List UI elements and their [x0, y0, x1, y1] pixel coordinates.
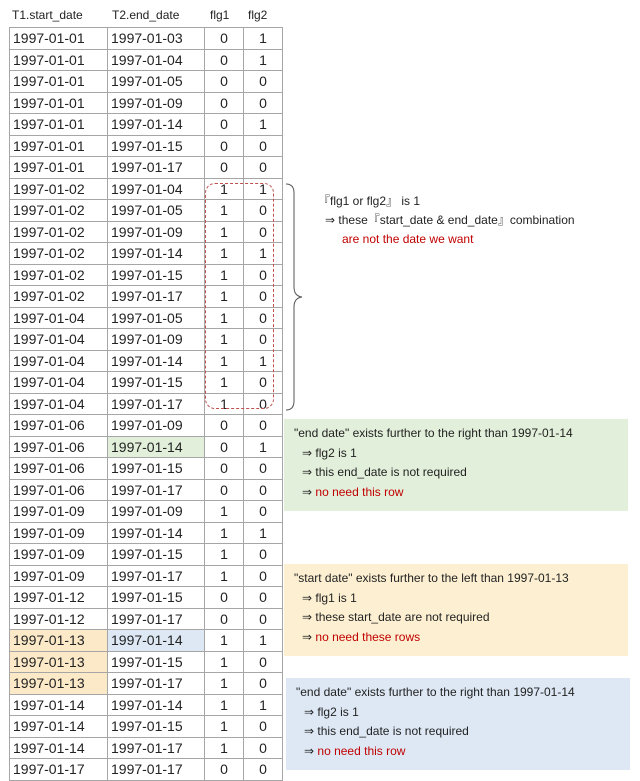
table-row [10, 135, 283, 157]
start-date-cell: 1997-01-01 [10, 92, 108, 114]
flg2-cell: 1 [244, 114, 283, 136]
note-yellow-emphasis: no need these rows [315, 629, 421, 644]
start-date-cell: 1997-01-02 [10, 243, 108, 265]
end-date-cell: 1997-01-05 [108, 71, 205, 93]
end-date-cell: 1997-01-14 [108, 522, 205, 544]
brace-note-line2: ⇒ these『start_date & end_date』combination [325, 213, 575, 227]
note-yellow-line1: "start date" exists further to the left than 1997-01-13 [294, 571, 569, 585]
start-date-cell: 1997-01-04 [10, 329, 108, 351]
note-box-green [284, 419, 628, 511]
start-date-cell: 1997-01-04 [10, 372, 108, 394]
flg2-cell: 0 [244, 673, 283, 695]
note-green-emphasis: no need this row [315, 484, 404, 499]
note-box-yellow [284, 564, 628, 656]
end-date-cell: 1997-01-15 [108, 264, 205, 286]
start-date-cell: 1997-01-04 [10, 393, 108, 415]
flg1-cell: 1 [205, 694, 244, 716]
table-row [10, 587, 283, 609]
brace-note-line1: 『flg1 or flg2』 is 1 [318, 194, 421, 208]
end-date-cell: 1997-01-03 [108, 28, 205, 50]
flg1-cell: 1 [205, 329, 244, 351]
note-blue-emphasis: no need this row [317, 743, 406, 758]
flg2-cell: 1 [244, 630, 283, 652]
flg2-cell: 0 [244, 565, 283, 587]
start-date-cell: 1997-01-06 [10, 479, 108, 501]
start-date-cell: 1997-01-02 [10, 264, 108, 286]
table-row [10, 415, 283, 437]
flg2-cell: 1 [244, 178, 283, 200]
flg2-cell: 0 [244, 286, 283, 308]
flg2-cell: 0 [244, 716, 283, 738]
end-date-cell: 1997-01-09 [108, 415, 205, 437]
start-date-cell: 1997-01-12 [10, 608, 108, 630]
flg2-cell: 0 [244, 307, 283, 329]
end-date-cell: 1997-01-14 [108, 350, 205, 372]
flg1-cell: 1 [205, 372, 244, 394]
note-yellow-line2: ⇒ flg1 is 1 [302, 590, 357, 605]
flg1-cell: 1 [205, 178, 244, 200]
table-row [10, 49, 283, 71]
table-row [10, 716, 283, 738]
end-date-cell: 1997-01-14 [108, 694, 205, 716]
flg2-cell: 0 [244, 737, 283, 759]
start-date-cell: 1997-01-02 [10, 200, 108, 222]
flg2-cell: 0 [244, 608, 283, 630]
end-date-cell: 1997-01-17 [108, 565, 205, 587]
table-row [10, 522, 283, 544]
end-date-cell: 1997-01-15 [108, 587, 205, 609]
table-row [10, 544, 283, 566]
note-yellow-line4 [294, 628, 618, 648]
flg2-cell: 1 [244, 49, 283, 71]
end-date-cell: 1997-01-17 [108, 393, 205, 415]
flg1-cell: 1 [205, 544, 244, 566]
start-date-cell: 1997-01-06 [10, 415, 108, 437]
start-date-cell: 1997-01-01 [10, 28, 108, 50]
flg1-cell: 1 [205, 737, 244, 759]
flg1-cell: 0 [205, 92, 244, 114]
end-date-cell: 1997-01-09 [108, 92, 205, 114]
start-date-cell: 1997-01-09 [10, 565, 108, 587]
flg2-cell: 0 [244, 329, 283, 351]
table-row [10, 71, 283, 93]
table-row [10, 501, 283, 523]
flg1-cell: 1 [205, 565, 244, 587]
end-date-cell: 1997-01-14 [108, 114, 205, 136]
table-row [10, 630, 283, 652]
start-date-cell: 1997-01-09 [10, 522, 108, 544]
start-date-cell: 1997-01-01 [10, 157, 108, 179]
flg1-cell: 0 [205, 608, 244, 630]
table-row [10, 157, 283, 179]
start-date-cell: 1997-01-01 [10, 49, 108, 71]
flg1-cell: 1 [205, 200, 244, 222]
end-date-cell: 1997-01-17 [108, 759, 205, 781]
note-blue-line1: "end date" exists further to the right than 1997-01-14 [296, 685, 575, 699]
end-date-cell: 1997-01-09 [108, 329, 205, 351]
flg1-cell: 0 [205, 759, 244, 781]
start-date-cell: 1997-01-04 [10, 307, 108, 329]
start-date-cell: 1997-01-14 [10, 694, 108, 716]
end-date-cell: 1997-01-14 [108, 630, 205, 652]
arrow-glyph: ⇒ [302, 484, 313, 499]
end-date-cell: 1997-01-15 [108, 372, 205, 394]
flg2-cell: 0 [244, 544, 283, 566]
end-date-cell: 1997-01-15 [108, 135, 205, 157]
end-date-cell: 1997-01-17 [108, 479, 205, 501]
dashed-highlight-frame [205, 183, 274, 409]
arrow-glyph: ⇒ [304, 743, 315, 758]
flg1-cell: 1 [205, 522, 244, 544]
flg2-cell: 1 [244, 522, 283, 544]
note-green-line4 [294, 483, 618, 503]
end-date-cell: 1997-01-15 [108, 544, 205, 566]
note-green-line1: "end date" exists further to the right than 1997-01-14 [294, 426, 573, 440]
start-date-cell: 1997-01-02 [10, 286, 108, 308]
end-date-cell: 1997-01-04 [108, 178, 205, 200]
start-date-cell: 1997-01-09 [10, 501, 108, 523]
flg1-cell: 0 [205, 415, 244, 437]
flg1-cell: 1 [205, 501, 244, 523]
brace-icon [284, 183, 304, 411]
table-row [10, 458, 283, 480]
flg2-cell: 0 [244, 479, 283, 501]
note-box-blue [286, 678, 630, 770]
header-end-date: T2.end_date [112, 8, 180, 22]
flg1-cell: 0 [205, 49, 244, 71]
header-flg1: flg1 [210, 8, 230, 22]
end-date-cell: 1997-01-09 [108, 221, 205, 243]
flg2-cell: 1 [244, 28, 283, 50]
end-date-cell: 1997-01-05 [108, 200, 205, 222]
start-date-cell: 1997-01-01 [10, 135, 108, 157]
table-row [10, 608, 283, 630]
flg1-cell: 0 [205, 436, 244, 458]
flg1-cell: 0 [205, 157, 244, 179]
start-date-cell: 1997-01-13 [10, 651, 108, 673]
end-date-cell: 1997-01-09 [108, 501, 205, 523]
note-green-line2: ⇒ flg2 is 1 [302, 445, 357, 460]
note-blue-line4 [296, 742, 620, 762]
flg1-cell: 1 [205, 393, 244, 415]
table-row [10, 479, 283, 501]
flg2-cell: 0 [244, 651, 283, 673]
flg2-cell: 1 [244, 350, 283, 372]
flg2-cell: 0 [244, 135, 283, 157]
end-date-cell: 1997-01-17 [108, 157, 205, 179]
start-date-cell: 1997-01-01 [10, 71, 108, 93]
end-date-cell: 1997-01-17 [108, 608, 205, 630]
flg1-cell: 0 [205, 114, 244, 136]
flg2-cell: 0 [244, 71, 283, 93]
table-row [10, 651, 283, 673]
end-date-cell: 1997-01-05 [108, 307, 205, 329]
flg1-cell: 1 [205, 243, 244, 265]
flg2-cell: 0 [244, 372, 283, 394]
flg1-cell: 0 [205, 479, 244, 501]
arrow-glyph: ⇒ [302, 629, 313, 644]
start-date-cell: 1997-01-14 [10, 716, 108, 738]
end-date-cell: 1997-01-04 [108, 49, 205, 71]
start-date-cell: 1997-01-04 [10, 350, 108, 372]
start-date-cell: 1997-01-06 [10, 436, 108, 458]
flg2-cell: 0 [244, 759, 283, 781]
flg1-cell: 0 [205, 135, 244, 157]
flg2-cell: 0 [244, 458, 283, 480]
flg1-cell: 1 [205, 286, 244, 308]
flg2-cell: 0 [244, 501, 283, 523]
flg1-cell: 1 [205, 264, 244, 286]
start-date-cell: 1997-01-12 [10, 587, 108, 609]
note-blue-line3: ⇒ this end_date is not required [304, 724, 469, 738]
start-date-cell: 1997-01-13 [10, 630, 108, 652]
end-date-cell: 1997-01-17 [108, 673, 205, 695]
flg2-cell: 0 [244, 157, 283, 179]
header-start-date: T1.start_date [12, 8, 83, 22]
flg2-cell: 0 [244, 92, 283, 114]
flg1-cell: 0 [205, 28, 244, 50]
start-date-cell: 1997-01-02 [10, 178, 108, 200]
end-date-cell: 1997-01-14 [108, 243, 205, 265]
table-row [10, 694, 283, 716]
end-date-cell: 1997-01-17 [108, 286, 205, 308]
flg1-cell: 1 [205, 630, 244, 652]
table-row [10, 673, 283, 695]
start-date-cell: 1997-01-14 [10, 737, 108, 759]
flg1-cell: 1 [205, 221, 244, 243]
brace-note-line3: are not the date we want [342, 232, 474, 246]
start-date-cell: 1997-01-01 [10, 114, 108, 136]
start-date-cell: 1997-01-17 [10, 759, 108, 781]
flg1-cell: 0 [205, 458, 244, 480]
flg2-cell: 0 [244, 393, 283, 415]
end-date-cell: 1997-01-15 [108, 458, 205, 480]
start-date-cell: 1997-01-02 [10, 221, 108, 243]
note-yellow-line3: ⇒ these start_date are not required [302, 610, 490, 624]
table-row [10, 92, 283, 114]
flg2-cell: 1 [244, 243, 283, 265]
table-row [10, 114, 283, 136]
flg1-cell: 1 [205, 350, 244, 372]
flg1-cell: 0 [205, 71, 244, 93]
flg2-cell: 1 [244, 436, 283, 458]
start-date-cell: 1997-01-06 [10, 458, 108, 480]
flg1-cell: 1 [205, 307, 244, 329]
note-green-line3: ⇒ this end_date is not required [302, 465, 467, 479]
flg2-cell: 0 [244, 221, 283, 243]
table-row [10, 565, 283, 587]
flg2-cell: 0 [244, 264, 283, 286]
table-row [10, 28, 283, 50]
flg2-cell: 0 [244, 587, 283, 609]
flg2-cell: 0 [244, 415, 283, 437]
table-row [10, 436, 283, 458]
start-date-cell: 1997-01-09 [10, 544, 108, 566]
flg1-cell: 1 [205, 673, 244, 695]
end-date-cell: 1997-01-17 [108, 737, 205, 759]
end-date-cell: 1997-01-15 [108, 716, 205, 738]
start-date-cell: 1997-01-13 [10, 673, 108, 695]
flg2-cell: 0 [244, 200, 283, 222]
end-date-cell: 1997-01-15 [108, 651, 205, 673]
header-flg2: flg2 [248, 8, 268, 22]
flg1-cell: 1 [205, 651, 244, 673]
table-row [10, 737, 283, 759]
note-blue-line2: ⇒ flg2 is 1 [304, 704, 359, 719]
flg1-cell: 0 [205, 587, 244, 609]
brace-note [318, 192, 575, 249]
flg2-cell: 1 [244, 694, 283, 716]
flg1-cell: 1 [205, 716, 244, 738]
end-date-cell: 1997-01-14 [108, 436, 205, 458]
